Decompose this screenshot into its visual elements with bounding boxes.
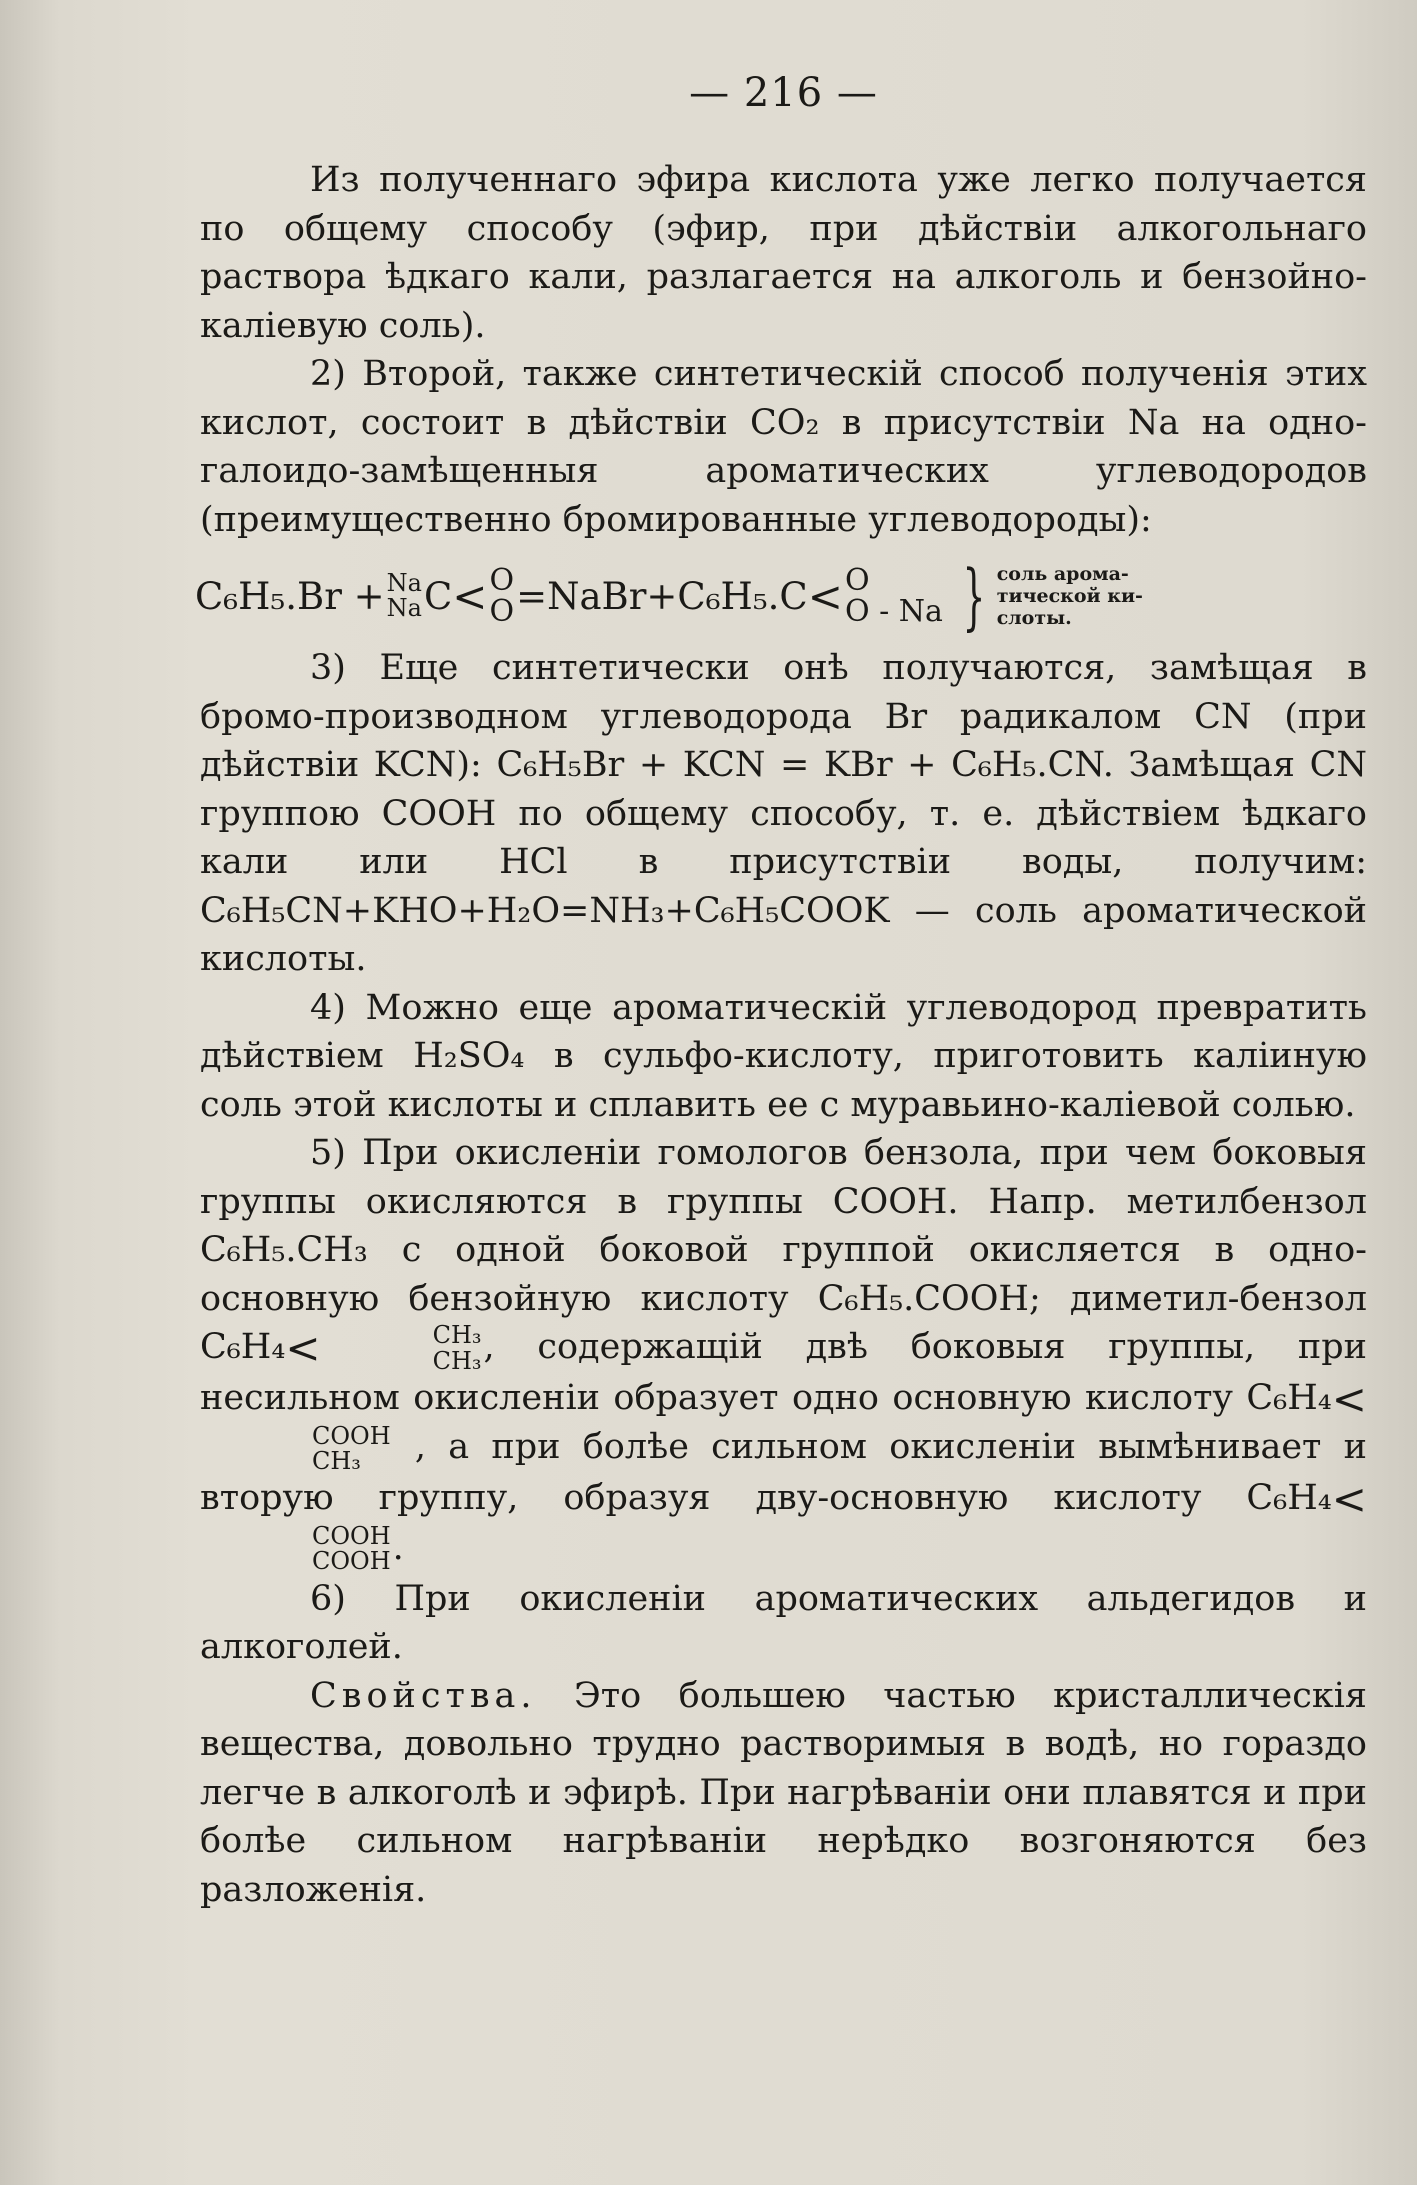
- paragraph-6: 6) При окисленіи ароматических альдегидов и алкоголей.: [200, 1578, 1367, 1668]
- formula-na-stack: [386, 568, 422, 622]
- note-line-1: соль арома-: [996, 563, 1129, 585]
- paragraph-5-text-b: , содержащій двѣ боковыя группы, при несильном окисленіи образует одно основную кислоту C₆H₄: [200, 1327, 1367, 1418]
- paragraph-2: 2) Второй, также синтетическій способ полученія этих кислот, состоит в дѣйствіи CO₂ в присутствіи Na на одно-галоидо-замѣщенныя ароматических углеводородов (преимущественно бромированные углеводороды):: [200, 354, 1367, 540]
- section-heading-properties: Свойства.: [310, 1675, 537, 1716]
- paragraph-7-text: Это большею частью кристаллическія вещества, довольно трудно растворимыя в водѣ, но гораздо легче в алкоголѣ и эфирѣ. При нагрѣваніи они плавятся и при болѣе сильном нагрѣваніи нерѣдко возгоняются без разложенія.: [200, 1675, 1367, 1910]
- paragraph-5-text-c: , а при болѣе сильном окисленіи вымѣнивает и вторую группу, образуя дву-основную кислоту C₆H₄: [200, 1427, 1367, 1519]
- formula-note: [951, 554, 1143, 638]
- formula-part-b: C: [423, 574, 453, 618]
- formula-o2-stack: [844, 562, 943, 629]
- paragraph-3-text-b: C₆H₅Br + KCN = KBr + C₆H₅.CN. Замѣщая CN группою COOH по общему способу, т. е. дѣйствіем ѣдкаго кали или HCl в присутствіи воды, получим: C₆H₅CN+KHO+H₂O=NH₃+C₆H₅COOK — соль ароматической кислоты.: [200, 745, 1367, 979]
- paragraph-4: 4) Можно еще ароматическій углеводород превратить дѣйствіем H₂SO₄ в сульфо-кислоту, приготовить каліиную соль этой кислоты и сплавить ее с муравьино-каліевой солью.: [200, 987, 1367, 1125]
- paragraph-3: [200, 644, 1367, 984]
- formula-o2-top: O: [844, 562, 870, 598]
- paragraph-7: [200, 1672, 1367, 1915]
- brace-symbol: }: [962, 554, 986, 638]
- toluic-top: COOH: [312, 1421, 391, 1450]
- formula-o-bottom: O: [489, 594, 515, 629]
- formula-note-text: [997, 563, 1143, 629]
- paragraph-5: [200, 1129, 1367, 1575]
- bond-symbol-2: <: [807, 571, 843, 621]
- note-line-3: слоты.: [996, 607, 1072, 629]
- bond-symbol-5: <: [1331, 1474, 1367, 1524]
- toluic-stack: [202, 1421, 391, 1475]
- phthalic-bottom: COOH: [312, 1547, 391, 1576]
- formula-na-top: Na: [386, 568, 422, 597]
- bond-symbol: <: [452, 571, 488, 621]
- page-number: — 216 —: [689, 70, 878, 116]
- formula-o-top: O: [489, 562, 515, 598]
- formula-part-c: =NaBr+C₆H₅.C: [516, 574, 808, 618]
- formula-part-a: C₆H₅.Br +: [195, 574, 385, 618]
- formula-na-bottom: Na: [386, 594, 422, 622]
- dimethyl-bottom: CH₃: [432, 1346, 482, 1375]
- formula-o-stack: [489, 562, 515, 629]
- paragraph-5-text-a: 5) При окисленіи гомологов бензола, при чем боковыя группы окисляются в группы COOH. Напр. метилбензол C₆H₅.CH₃ с одной боковой группой окисляется в одно-основную бензойную кислоту C₆H₅.COOH; диметил-бензол C₆H₄: [200, 1133, 1367, 1367]
- bond-symbol-3: <: [285, 1323, 321, 1373]
- paragraph-1: Из полученнаго эфира кислота уже легко получается по общему способу (эфир, при дѣйствіи алкогольнаго раствора ѣдкаго кали, разлагается на алкоголь и бензойно-каліевую соль).: [200, 160, 1367, 346]
- dimethyl-top: CH₃: [432, 1321, 482, 1350]
- formula-o2-bottom: O - Na: [844, 594, 943, 629]
- toluic-bottom: CH₃: [312, 1446, 361, 1475]
- paragraph-5-end: .: [392, 1527, 404, 1568]
- bond-symbol-4: <: [1331, 1373, 1367, 1423]
- phthalic-top: COOH: [312, 1522, 391, 1551]
- paragraph-3-text-a: 3) Еще синтетически онѣ получаются, замѣщая в бромо-производном углеводорода Br радикалом CN (при дѣйствіи KCN):: [200, 648, 1367, 785]
- dimethyl-stack: [323, 1323, 482, 1373]
- note-line-2: тической ки-: [996, 585, 1143, 607]
- phthalic-stack: [202, 1524, 391, 1574]
- reaction-formula: [195, 554, 1367, 638]
